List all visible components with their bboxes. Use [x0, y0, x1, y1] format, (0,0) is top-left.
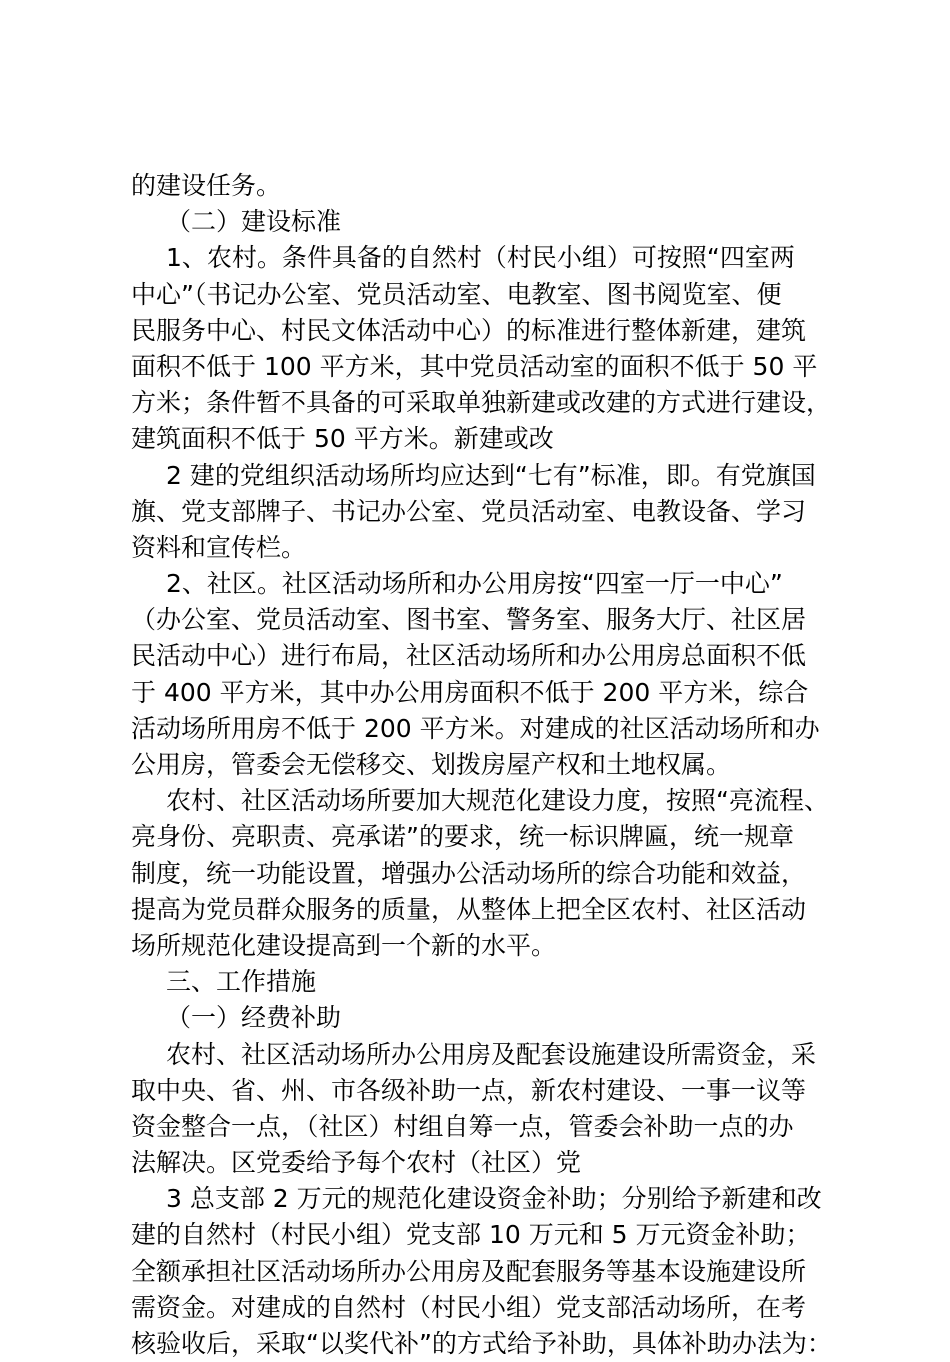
text-line: 提高为党员群众服务的质量，从整体上把全区农村、社区活动	[131, 894, 807, 924]
text-line: 需资金。对建成的自然村（村民小组）党支部活动场所，在考	[131, 1292, 807, 1322]
text-line: 公用房，管委会无偿移交、划拨房屋产权和土地权属。	[131, 750, 732, 779]
text-line: 亮身份、亮职责、亮承诺”的要求，统一标识牌匾，统一规章	[131, 822, 794, 852]
text-line: 建筑面积不低于 50 平方米。新建或改	[131, 424, 554, 454]
text-line: 旗、党支部牌子、书记办公室、党员活动室、电教设备、学习	[131, 496, 807, 526]
text-line: 民活动中心）进行布局，社区活动场所和办公用房总面积不低	[131, 641, 807, 671]
text-line: 2、社区。社区活动场所和办公用房按“四室一厅一中心”	[166, 569, 783, 599]
text-line: 全额承担社区活动场所办公用房及配套服务等基本设施建设所	[131, 1256, 807, 1286]
section-heading: 三、工作措施	[166, 967, 317, 997]
text-line: 建的自然村（村民小组）党支部 10 万元和 5 万元资金补助；	[131, 1220, 811, 1250]
text-line: （办公室、党员活动室、图书室、警务室、服务大厅、社区居	[131, 605, 807, 635]
text-line: 面积不低于 100 平方米，其中党员活动室的面积不低于 50 平	[131, 351, 818, 381]
text-line: 农村、社区活动场所办公用房及配套设施建设所需资金，采	[166, 1039, 817, 1069]
text-line: 活动场所用房不低于 200 平方米。对建成的社区活动场所和办	[131, 713, 820, 743]
body-text	[131, 168, 847, 1362]
text-line: 核验收后，采取“以奖代补”的方式给予补助，具体补助办法为：	[131, 1329, 832, 1358]
text-line: 1、农村。条件具备的自然村（村民小组）可按照“四室两	[166, 243, 795, 273]
text-line: 中心”（书记办公室、党员活动室、电教室、图书阅览室、便	[131, 279, 782, 309]
text-line: 农村、社区活动场所要加大规范化建设力度，按照“亮流程、	[166, 786, 829, 816]
section-heading: （一）经费补助	[166, 1003, 342, 1033]
text-line: 取中央、省、州、市各级补助一点，新农村建设、一事一议等	[131, 1075, 807, 1105]
text-line: 资料和宣传栏。	[131, 532, 307, 562]
text-line: 于 400 平方米，其中办公用房面积不低于 200 平方米，综合	[131, 677, 809, 707]
text-line: 场所规范化建设提高到一个新的水平。	[131, 930, 557, 960]
text-line: 方米；条件暂不具备的可采取单独新建或改建的方式进行建设，	[131, 388, 832, 418]
text-line: 的建设任务。	[131, 171, 282, 200]
text-line: 制度，统一功能设置，增强办公活动场所的综合功能和效益，	[131, 858, 807, 888]
text-line: 民服务中心、村民文体活动中心）的标准进行整体新建，建筑	[131, 315, 807, 345]
text-line: 3 总支部 2 万元的规范化建设资金补助；分别给予新建和改	[166, 1184, 822, 1214]
text-line: 法解决。区党委给予每个农村（社区）党	[131, 1148, 582, 1178]
text-line: 2 建的党组织活动场所均应达到“七有”标准，即。有党旗国	[166, 460, 816, 490]
section-heading: （二）建设标准	[166, 207, 342, 237]
text-line: 资金整合一点，（社区）村组自筹一点，管委会补助一点的办	[131, 1111, 794, 1141]
